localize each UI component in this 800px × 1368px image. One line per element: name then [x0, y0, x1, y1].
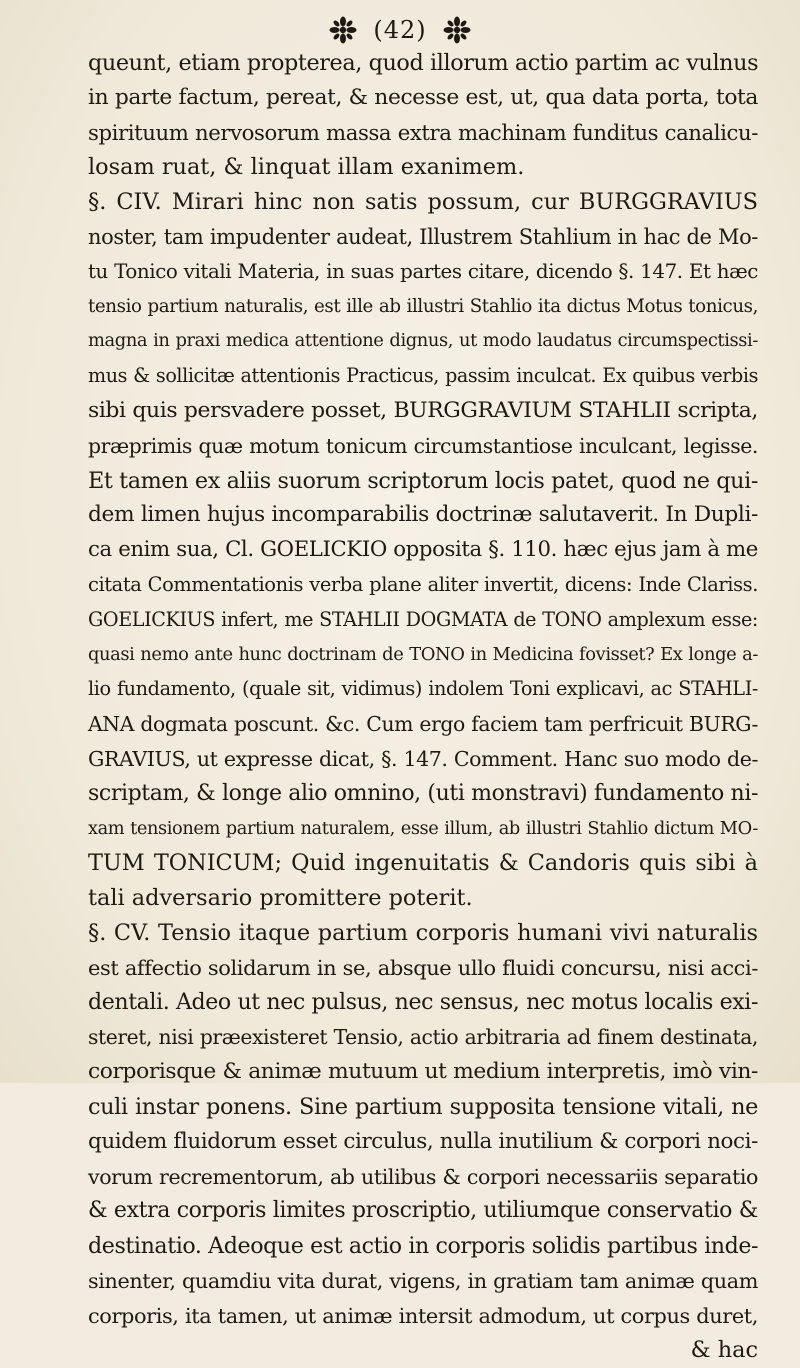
- text-line: GOELICKIUS infert, me STAHLII DOGMATA de TONO amplexum esse:: [88, 607, 758, 631]
- text-line: dem limen hujus incomparabilis doctrinæ salutaverit. In Dupli-: [88, 502, 758, 528]
- text-line: mus & sollicitæ attentionis Practicus, passim inculcat. Ex quibus verbis: [88, 364, 758, 388]
- fleuron-ornament-right-icon: [443, 16, 471, 44]
- text-line: sibi quis persvadere posset, BURGGRAVIUM STAHLII scripta,: [88, 397, 758, 423]
- fleuron-ornament-left-icon: [329, 16, 357, 44]
- text-line: tali adversario promittere poterit.: [88, 885, 473, 912]
- text-line: sinenter, quamdiu vita durat, vigens, in gratiam tam animæ quam: [88, 1268, 758, 1293]
- text-line: quidem fluidorum esset circulus, nulla inutilium & corpori noci-: [88, 1128, 758, 1154]
- text-line: TUM TONICUM; Quid ingenuitatis & Candoris quis sibi à: [88, 850, 758, 877]
- text-line: ca enim sua, Cl. GOELICKIO opposita §. 110. hæc ejus jam à me: [88, 537, 758, 563]
- text-line: noster, tam impudenter audeat, Illustrem Stahlium in hac de Mo-: [88, 224, 758, 249]
- text-line: vorum recrementorum, ab utilibus & corpori necessariis separatio: [88, 1164, 758, 1189]
- text-line: culi instar ponens. Sine partium supposita tensione vitali, ne: [88, 1093, 758, 1120]
- body-text: [88, 46, 758, 1368]
- text-line: scriptam, & longe alio omnino, (uti monstravi) fundamento ni-: [88, 780, 758, 806]
- text-line: corporis, ita tamen, ut animæ intersit admodum, ut corpus duret,: [88, 1303, 758, 1328]
- text-line: magna in praxi medica attentione dignus, ut modo laudatus circumspectissi-: [88, 330, 758, 352]
- text-line: steret, nisi præexisteret Tensio, actio arbitraria ad finem destinata,: [88, 1025, 758, 1050]
- text-line: §. CV. Tensio itaque partium corporis humani vivi naturalis: [88, 919, 758, 946]
- text-line: in parte factum, pereat, & necesse est, ut, qua data porta, tota: [88, 84, 758, 110]
- text-line: corporisque & animæ mutuum ut medium interpretis, imò vin-: [88, 1059, 758, 1085]
- text-line: & extra corporis limites proscriptio, utiliumque conservatio &: [88, 1198, 758, 1224]
- text-line: citata Commentationis verba plane aliter invertit, dicens: Inde Clariss.: [88, 572, 758, 596]
- text-line: ANA dogmata poscunt. &c. Cum ergo faciem tam perfricuit BURG-: [88, 712, 758, 737]
- text-line: destinatio. Adeoque est actio in corporis solidis partibus inde-: [88, 1233, 759, 1260]
- text-line: GRAVIUS, ut expresse dicat, §. 147. Comment. Hanc suo modo de-: [88, 746, 758, 771]
- text-line: est affectio solidarum in se, absque ullo fluidi concursu, nisi acci-: [88, 955, 758, 980]
- text-line: Et tamen ex aliis suorum scriptorum locis patet, quod ne qui-: [88, 467, 759, 494]
- text-line: tensio partium naturalis, est ille ab illustri Stahlio ita dictus Motus tonicus,: [88, 295, 758, 317]
- text-line: quasi nemo ante hunc doctrinam de TONO in Medicina fovisset? Ex longe a-: [88, 643, 758, 665]
- text-line: §. CIV. Mirari hinc non satis possum, cur BURGGRAVIUS: [88, 189, 758, 216]
- text-line: dentali. Adeo ut nec pulsus, nec sensus, nec motus localis exi-: [88, 989, 758, 1015]
- text-line: xam tensionem partium naturalem, esse illum, ab illustri Stahlio dictum MO-: [88, 817, 758, 839]
- page-number: (42): [373, 16, 427, 44]
- page-header: [0, 16, 800, 44]
- text-line: queunt, etiam propterea, quod illorum actio partim ac vulnus: [88, 50, 759, 76]
- text-line: præprimis quæ motum tonicum circumstantiose inculcant, legisse.: [88, 433, 758, 458]
- text-line: losam ruat, & linquat illam exanimem.: [88, 154, 525, 181]
- text-line: spirituum nervosorum massa extra machinam funditus canalicu-: [88, 119, 758, 145]
- catchword: & hac: [690, 1337, 758, 1364]
- text-line: lio fundamento, (quale sit, vidimus) indolem Toni explicavi, ac STAHLI-: [88, 677, 758, 701]
- text-line: tu Tonico vitali Materia, in suas partes citare, dicendo §. 147. Et hæc: [88, 259, 758, 283]
